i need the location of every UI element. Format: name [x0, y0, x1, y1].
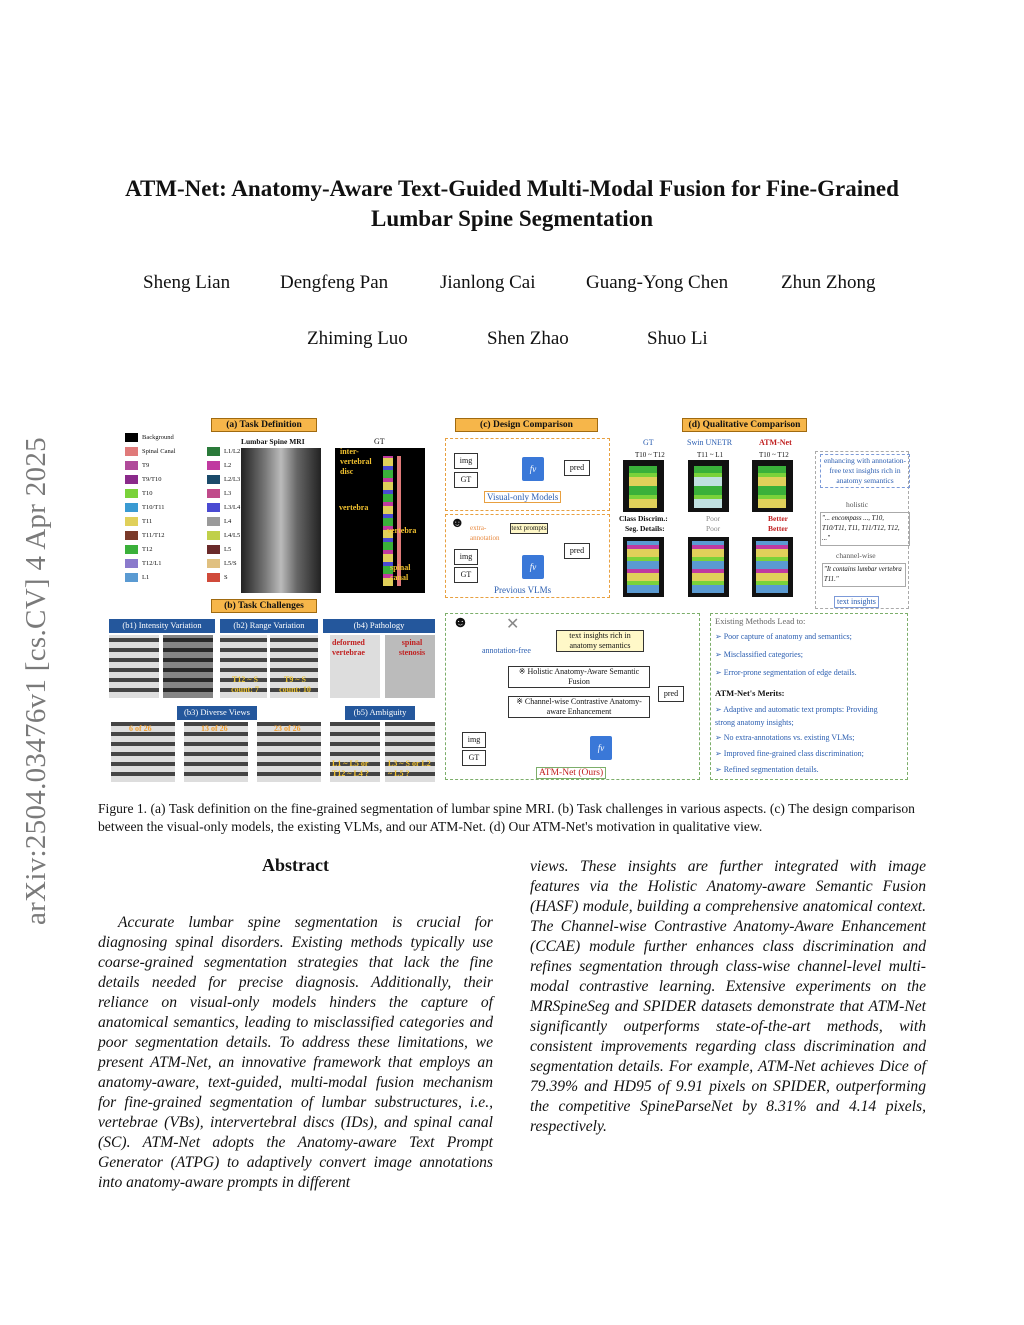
tag-task-definition: (a) Task Definition [211, 418, 317, 432]
better-2: Better [768, 524, 788, 533]
b5-caption-2: L3 ~ S or L2 ~ L5 ? [388, 759, 431, 778]
arxiv-stamp: arXiv:2504.03476v1 [cs.CV] 4 Apr 2025 [20, 437, 52, 925]
mri-image [241, 448, 321, 593]
extra-annotation-label: extra-annotation [470, 524, 500, 542]
qual-gt-bottom [623, 537, 664, 597]
mri-label: Lumbar Spine MRI [241, 437, 305, 446]
enhancing-label: enhancing with annotation-free text insights rich in anatomy semantics [820, 454, 910, 488]
atm-net-panel [445, 613, 700, 780]
legend-swatch [125, 531, 138, 540]
legend-swatch [207, 559, 220, 568]
abstract-left-column: Accurate lumbar spine segmentation is crucial for diagnosing spinal disorders. Existing methods typically use coarse-grained segmentation strategies that lack the fine details needed for precise diagnosis. Additionally, their reliance on visual-only models hinders the capture of anatomical semantics, leading to misclassified categories and poor segmentation details. To address these limitations, we present ATM-Net, an innovative framework that employs an anatomy-aware, text-guided, multi-modal fusion mechanism for fine-grained segmentation of lumbar substructures, i.e., vertebrae (VBs), intervertebral discs (IDs), and spinal canal (SC). ATM-Net adopts the Anatomy-aware Text Prompt Generator (ATPG) to adaptively convert image annotations into anatomy-aware prompts in different [98, 914, 493, 1191]
text-insights-box: text insights rich in anatomy semantics [556, 630, 644, 652]
legend-swatch [207, 517, 220, 526]
tag-task-challenges: (b) Task Challenges [211, 599, 317, 613]
author: Zhun Zhong [781, 272, 876, 293]
existing-item: ➢ Error-prone segmentation of edge details. [715, 668, 857, 677]
col-atm: ATM-Net [759, 438, 792, 447]
existing-item: ➢ Poor capture of anatomy and semantics; [715, 632, 852, 641]
legend-entry: Spinal Canal [125, 447, 175, 457]
b3-caption-3: 23 of 26 [274, 724, 301, 733]
legend-swatch [207, 489, 220, 498]
text-insights-panel [815, 451, 909, 609]
legend-entry: L3/L4 [207, 503, 240, 513]
legend-entry: L4/L5 [207, 531, 240, 541]
b1-image-1 [109, 635, 159, 698]
previous-vlms-label: Previous VLMs [494, 585, 552, 595]
methods-merits-panel [710, 613, 908, 780]
author: Dengfeng Pan [280, 272, 389, 293]
annotator-icon-2: ☻ [452, 614, 469, 631]
fv-block-3: fv [590, 736, 612, 760]
legend-entry: L1/L2 [207, 447, 240, 457]
author: Sheng Lian [143, 272, 231, 293]
better-1: Better [768, 514, 788, 523]
qual-swin-top [688, 460, 729, 512]
atm-net-ours-label: ATM-Net (Ours) [536, 767, 606, 779]
figure-caption: Figure 1. (a) Task definition on the fine-grained segmentation of lumbar spine MRI. (b) Task challenges in various aspects. (c) The design comparison between the visual-only models, the existing VLMs, and our ATM-Net. (d) Our ATM-Net's motivation in qualitative view. [98, 801, 915, 834]
author: Zhiming Luo [307, 328, 408, 349]
qual-atm-bottom [752, 537, 793, 597]
title-line-2: Lumbar Spine Segmentation [370, 206, 653, 231]
class-discrim: Class Discrim.: [619, 514, 668, 523]
legend-entry: T10 [125, 489, 152, 499]
gt-label: GT [374, 437, 385, 446]
b1-image-2 [163, 635, 213, 698]
b3-caption-1: 6 of 26 [129, 724, 152, 733]
merit-item: ➢ Improved fine-grained class discrimination; [715, 749, 864, 758]
pred-box-2: pred [564, 543, 590, 559]
legend-entry: L4 [207, 517, 231, 527]
quote-channel: "It contains lumbar vertebra T11." [822, 563, 906, 587]
tag-b1: (b1) Intensity Variation [109, 619, 215, 633]
seg-details: Seg. Details: [625, 524, 665, 533]
legend-entry: T12/L1 [125, 559, 162, 569]
range-atm: T10 ~ T12 [759, 451, 789, 459]
poor-2: Poor [706, 524, 721, 533]
quote-holistic: "... encompass ..., T10, T10/T11, T11, T11/T12, T12, ..." [820, 512, 910, 546]
annot-spinal-canal: spinal canal [390, 563, 411, 582]
fv-block-2: fv [522, 555, 544, 579]
author: Guang-Yong Chen [586, 272, 729, 293]
b5-caption-1: L1 ~ L5 or T12 ~ L4 ? [332, 759, 369, 778]
legend-swatch [125, 433, 138, 442]
poor-1: Poor [706, 514, 721, 523]
holistic-label: holistic [846, 500, 869, 509]
author: Shen Zhao [487, 328, 569, 349]
b4-caption-2: spinal stenosis [398, 638, 426, 657]
text-insights-label: text insights [834, 596, 879, 608]
legend-swatch [125, 559, 138, 568]
ccae-box: ※ Channel-wise Contrastive Anatomy-aware Enhancement [508, 696, 650, 718]
text-prompts-box: text prompts [511, 524, 547, 532]
tag-b2: (b2) Range Variation [220, 619, 318, 633]
existing-item: ➢ Misclassified categories; [715, 650, 804, 659]
col-swin: Swin UNETR [687, 438, 733, 447]
annot-vertebra: vertebra [339, 503, 369, 512]
legend-swatch [207, 461, 220, 470]
b4-caption-1: deformed vertebrae [332, 638, 365, 657]
legend-swatch [207, 447, 220, 456]
tag-design-comparison: (c) Design Comparison [455, 418, 598, 432]
legend-swatch [207, 475, 220, 484]
annot-vertebra-2: vertebra [387, 526, 417, 535]
img-box: img [454, 453, 478, 469]
gt-box-3: GT [462, 750, 486, 766]
annot-ivd: inter-vertebral disc [340, 447, 372, 476]
annotator-icon: ☻ [450, 516, 465, 531]
legend-swatch [125, 545, 138, 554]
legend-swatch [125, 573, 138, 582]
qual-swin-bottom [688, 537, 729, 597]
author: Jianlong Cai [440, 272, 536, 293]
merit-item: ➢ No extra-annotations vs. existing VLMs; [715, 733, 855, 742]
visual-only-panel [445, 438, 610, 511]
legend-swatch [125, 475, 138, 484]
legend-swatch [125, 447, 138, 456]
legend-swatch [207, 573, 220, 582]
legend-entry: L2 [207, 461, 231, 471]
legend-swatch [207, 531, 220, 540]
b2-caption-1: T12 ~ S count: 7 [231, 675, 259, 694]
previous-vlms-panel [445, 514, 610, 598]
legend-entry: L1 [125, 573, 149, 583]
legend [125, 433, 260, 593]
legend-swatch [207, 545, 220, 554]
legend-swatch [125, 517, 138, 526]
img-box-2: img [454, 549, 478, 565]
legend-entry: T11/T12 [125, 531, 165, 541]
legend-entry: T11 [125, 517, 152, 527]
paper-title [90, 174, 934, 234]
legend-entry: L3 [207, 489, 231, 499]
gt-box-2: GT [454, 567, 478, 583]
legend-swatch [125, 489, 138, 498]
tag-qualitative-comparison: (d) Qualitative Comparison [682, 418, 807, 432]
legend-entry: L2/L3 [207, 475, 240, 485]
fv-block: fv [522, 457, 544, 481]
col-gt: GT [643, 438, 654, 447]
pred-box-3: pred [658, 686, 684, 702]
qual-atm-top [752, 460, 793, 512]
legend-entry: T9/T10 [125, 475, 162, 485]
tag-b4: (b4) Pathology [323, 619, 435, 633]
merits-heading: ATM-Net's Merits: [715, 688, 785, 698]
abstract-heading: Abstract [262, 855, 329, 875]
figure-1 [107, 413, 927, 785]
hasf-box: ※ Holistic Anatomy-Aware Semantic Fusion [508, 666, 650, 688]
tag-b5: (b5) Ambiguity [345, 706, 415, 720]
legend-swatch [125, 461, 138, 470]
legend-entry: S [207, 573, 228, 583]
legend-entry: T12 [125, 545, 152, 555]
cross-icon: ✕ [506, 616, 520, 633]
range-swin: T11 ~ L1 [697, 451, 724, 459]
range-gt: T10 ~ T12 [635, 451, 665, 459]
tag-b3: (b3) Diverse Views [177, 706, 257, 720]
legend-swatch [207, 503, 220, 512]
author: Shuo Li [647, 328, 708, 349]
merit-item: ➢ Refined segmentation details. [715, 765, 819, 774]
img-box-3: img [462, 732, 486, 748]
title-line-1: ATM-Net: Anatomy-Aware Text-Guided Multi-Modal Fusion for Fine-Grained [125, 176, 899, 201]
legend-entry: T10/T11 [125, 503, 165, 513]
legend-entry: T9 [125, 461, 149, 471]
abstract-right-column: views. These insights are further integrated with image features via the Holistic Anatomy-aware Semantic Fusion (HASF) module, building a comprehensive anatomical context. The Channel-wise Contrastive Anatomy-Aware Enhancement (CCAE) module further enhances class discrimination and refines segmentation through class-wise channel-level multi-modal contrastive learning. Extensive experiments on the MRSpineSeg and SPIDER datasets demonstrate that ATM-Net significantly outperforms state-of-the-art methods, with consistent improvements regarding class discrimination and segmentation details. For example, ATM-Net achieves Dice of 79.39% and HD95 of 9.91 pixels on SPIDER, outperforming the competitive SpineParseNet by 8.31% and 4.14 pixels, respectively. [530, 858, 926, 1135]
existing-lead: Existing Methods Lead to: [715, 616, 806, 626]
merit-item: ➢ Adaptive and automatic text prompts: Providing strong anatomy insights; [715, 705, 878, 727]
legend-entry: L5 [207, 545, 231, 555]
legend-swatch [125, 503, 138, 512]
pred-box: pred [564, 460, 590, 476]
legend-entry: L5/S [207, 559, 237, 569]
annotation-free-label: annotation-free [482, 646, 531, 655]
visual-only-label: Visual-only Models [484, 491, 561, 503]
channel-wise-label: channel-wise [836, 551, 876, 560]
gt-box: GT [454, 472, 478, 488]
qual-gt-top [623, 460, 664, 512]
b3-caption-2: 13 of 26 [201, 724, 228, 733]
b2-caption-2: T9 ~ S count: 10 [279, 675, 311, 694]
legend-entry: Background [125, 433, 174, 443]
